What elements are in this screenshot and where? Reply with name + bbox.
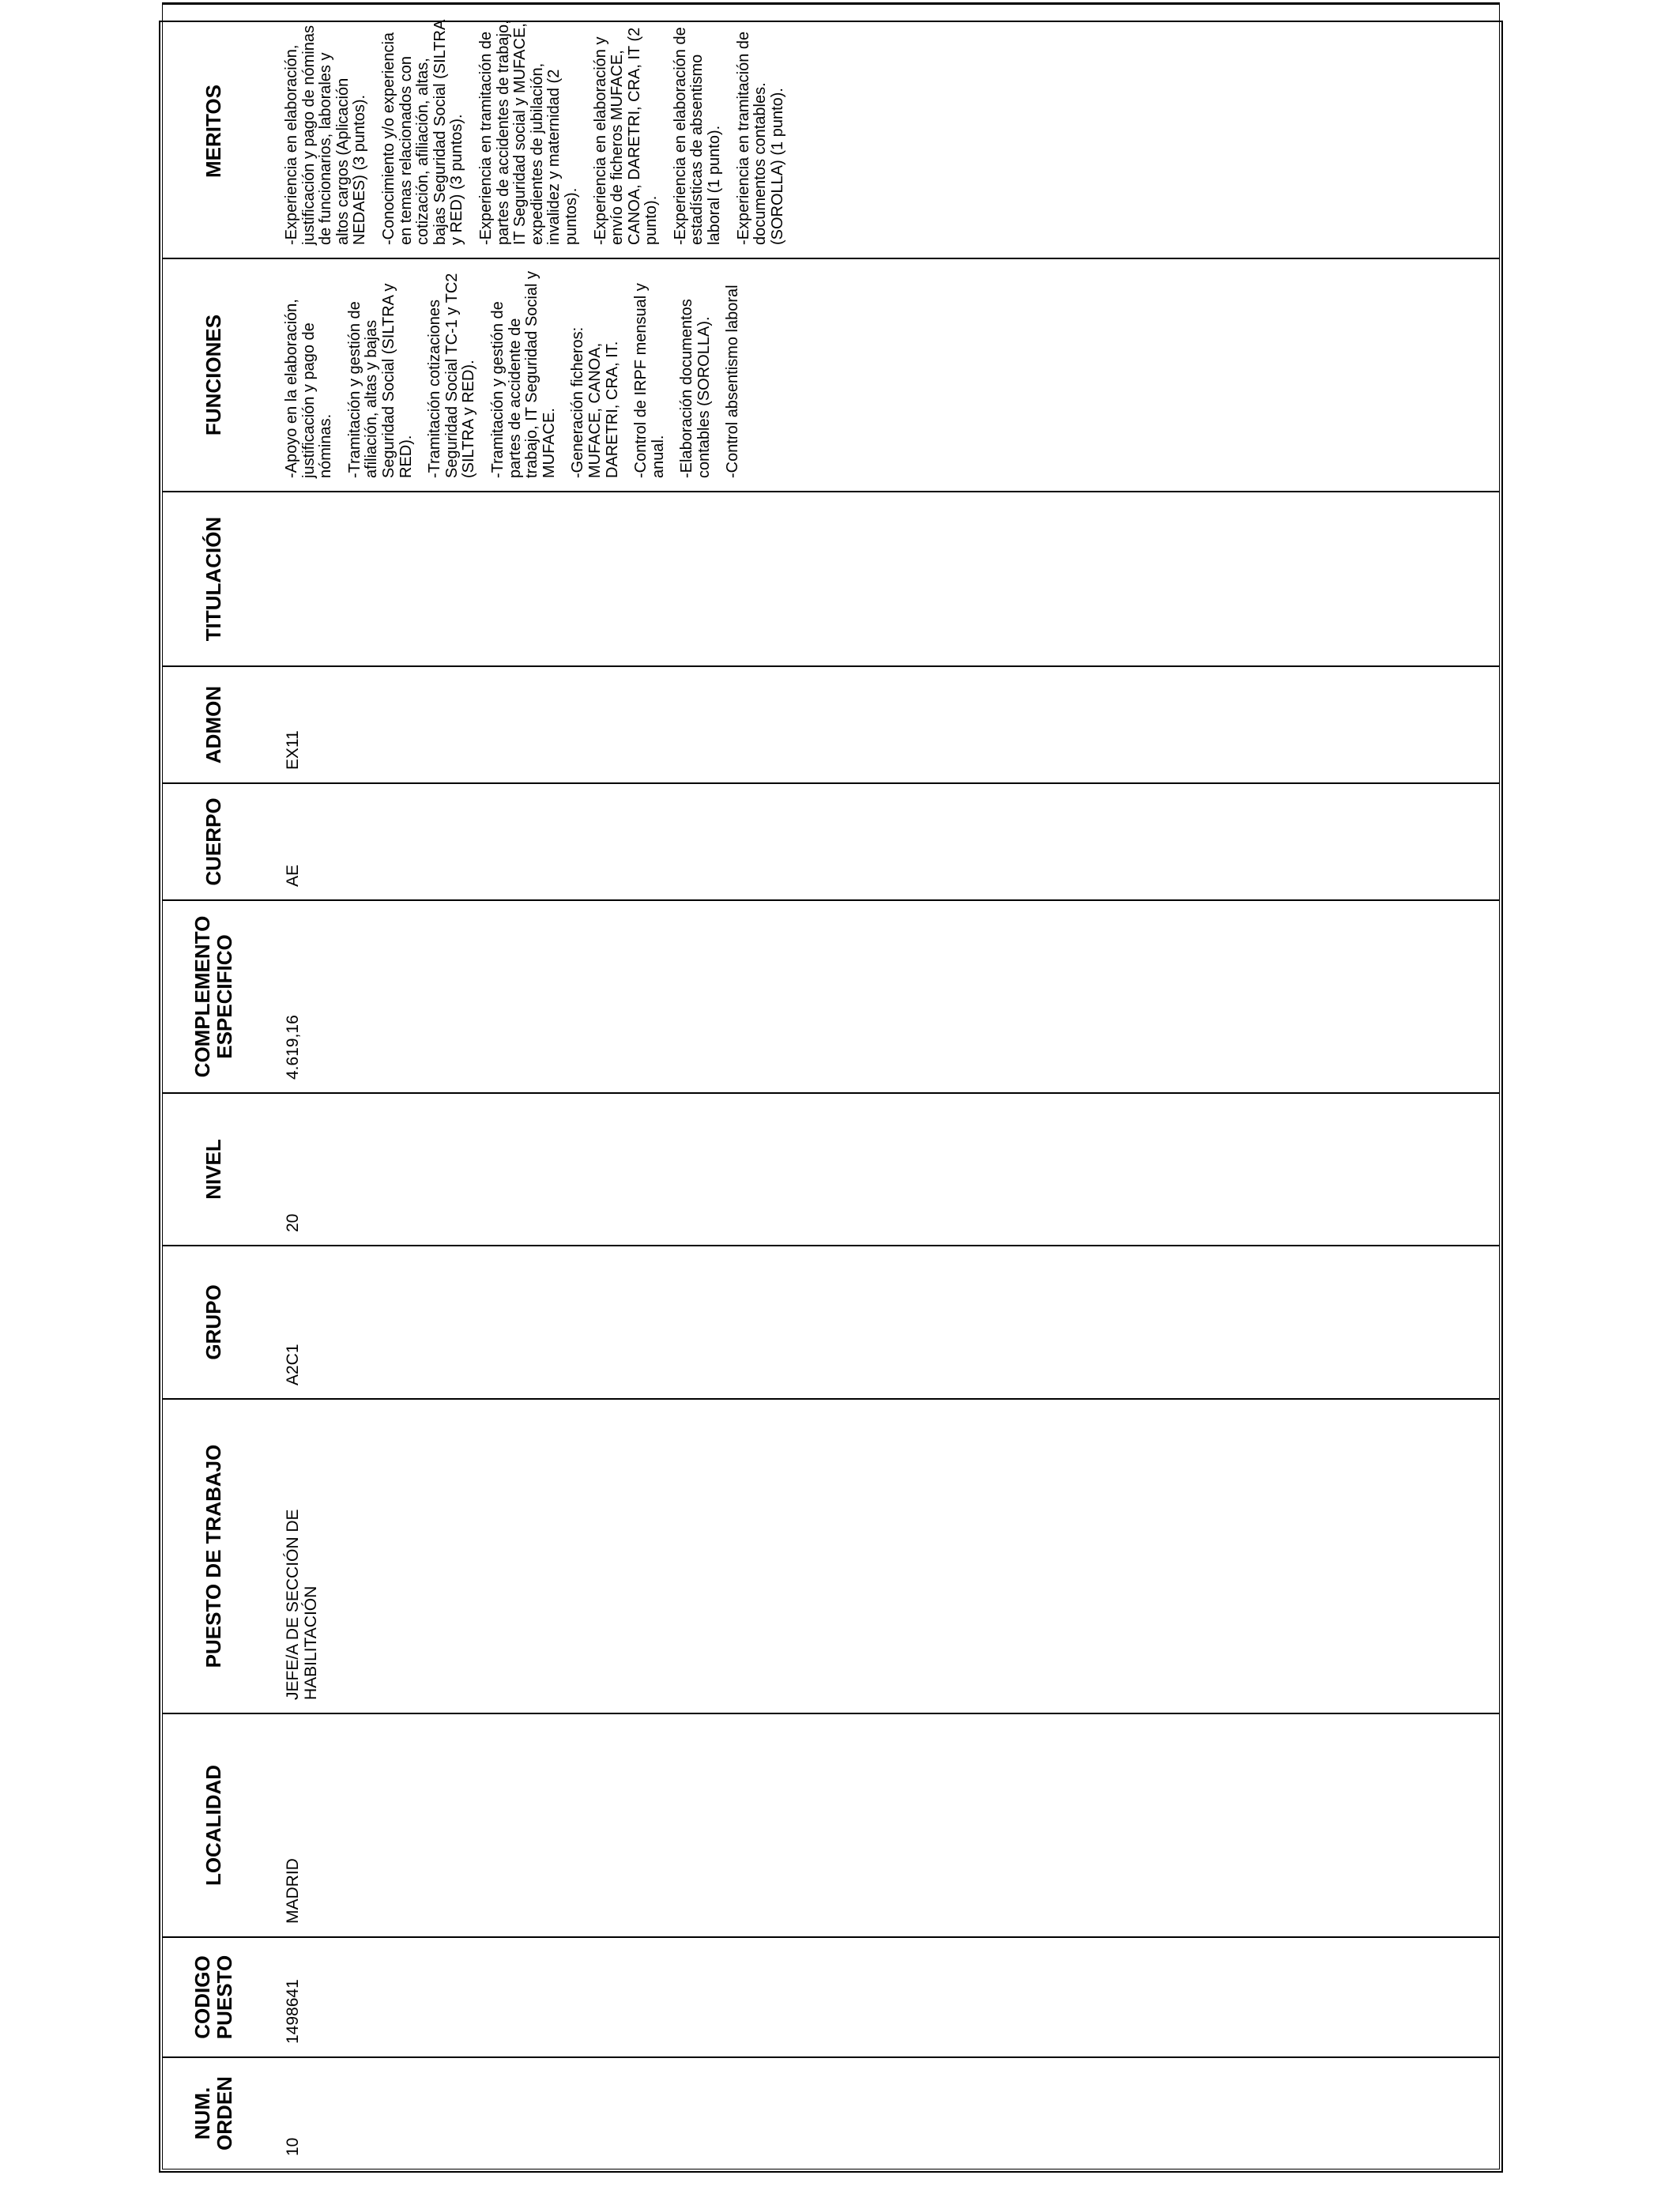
cell-puesto-trabajo: JEFE/A DE SECCIÓN DE HABILITACIÓN [265,1398,1499,1713]
header-complemento-especifico [163,899,265,1092]
funcion-item: -Tramitación cotizaciones Seguridad Social TC-1 y TC2 (SILTRA y RED). [426,273,478,478]
funcion-item: -Tramitación y gestión de partes de accidente de trabajo, IT Seguridad Social y MUFACE. [488,270,558,478]
cell-cuerpo: AE [265,782,1499,899]
header-titulacion: TITULACIÓN [163,491,265,665]
cell-localidad: MADRID [265,1713,1499,1936]
merito-item: -Experiencia en tramitación de partes de accidentes de trabajo, IT Seguridad social y MUFACE, expedientes de jubilación, invalidez y maternidad (2 puntos). [477,20,580,245]
cell-codigo-puesto: 1498641 [265,1936,1499,2056]
cell-funciones [265,258,1499,491]
job-positions-table [163,3,1499,2169]
funcion-item: -Elaboración documentos contables (SOROLLA). [678,299,713,478]
cell-meritos [265,3,1499,258]
funcion-item: -Control absentismo laboral [724,285,742,478]
funcion-item: -Apoyo en la elaboración, justificación y pago de nóminas. [283,299,335,478]
cell-complemento-especifico: 4.619,16 [265,899,1499,1092]
header-complemento-line1: COMPLEMENTO [190,915,215,1078]
header-puesto-trabajo: PUESTO DE TRABAJO [163,1398,265,1713]
table-frame [159,21,1503,2173]
cell-grupo: A2C1 [265,1245,1499,1398]
header-num-orden-line2: ORDEN [212,2076,236,2151]
header-num-orden-line1: NUM. [190,2087,215,2140]
merito-item: -Experiencia en elaboración, justificación y pago de nóminas de funcionarios, laborales y altos cargos (Aplicación NEDAES) (3 puntos). [283,25,369,245]
header-row [163,3,265,2169]
header-admon: ADMON [163,665,265,782]
header-nivel: NIVEL [163,1092,265,1245]
header-num-orden [163,2056,265,2169]
table-row [265,3,1499,2169]
cell-nivel: 20 [265,1092,1499,1245]
header-localidad: LOCALIDAD [163,1713,265,1936]
funcion-item: -Generación ficheros: MUFACE, CANOA, DARETRI, CRA, IT. [569,326,621,478]
merito-item: -Conocimiento y/o experiencia en temas relacionados con cotización, afiliación, altas, bajas Seguridad Social (SILTRA y RED) (3 puntos). [379,20,466,245]
header-grupo: GRUPO [163,1245,265,1398]
header-codigo-puesto [163,1936,265,2056]
header-cuerpo: CUERPO [163,782,265,899]
header-codigo-line1: CODIGO [190,1955,215,2039]
funcion-item: -Control de IRPF mensual y anual. [632,283,667,478]
header-funciones: FUNCIONES [163,258,265,491]
cell-admon: EX11 [265,665,1499,782]
merito-item: -Experiencia en tramitación de documentos contables. (SOROLLA) (1 punto). [734,31,786,245]
header-meritos: MERITOS [163,3,265,258]
header-complemento-line2: ESPECIFICO [212,934,236,1059]
merito-item: -Experiencia en elaboración de estadísticas de absentismo laboral (1 punto). [671,27,724,245]
funcion-item: -Tramitación y gestión de afiliación, altas y bajas Seguridad Social (SILTRA y RED). [345,283,415,478]
merito-item: -Experiencia en elaboración y envío de ficheros MUFACE, CANOA, DARETRI, CRA, IT (2 punto). [591,27,661,245]
cell-titulacion [265,491,1499,665]
cell-num-orden: 10 [265,2056,1499,2169]
header-codigo-line2: PUESTO [212,1955,236,2040]
